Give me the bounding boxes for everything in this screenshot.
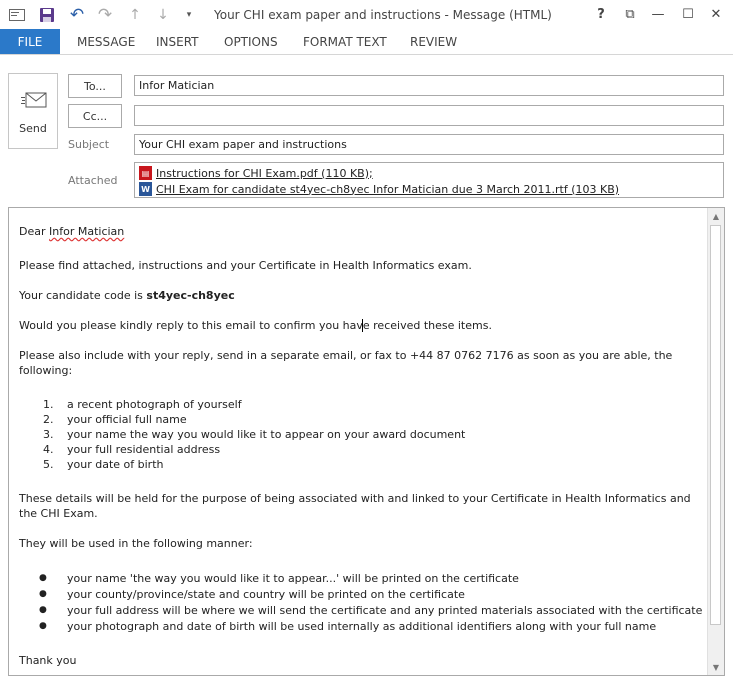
bullet-icon: ●	[39, 605, 47, 615]
pdf-icon: ▤	[139, 166, 152, 180]
paragraph: These details will be held for the purpose of being associated with and linked to your Certificate in Health Informatics and the CHI Exam.	[19, 492, 691, 520]
code-prefix: Your candidate code is	[19, 289, 147, 302]
mail-icon[interactable]	[8, 6, 26, 24]
tab-insert[interactable]: INSERT	[156, 34, 199, 49]
redo-icon[interactable]: ↷	[97, 5, 113, 25]
paragraph: They will be used in the following manner:	[19, 537, 253, 550]
attachment-name[interactable]: Instructions for CHI Exam.pdf (110 KB);	[156, 166, 373, 180]
list-text: your date of birth	[67, 458, 164, 471]
list-text: your name 'the way you would like it to appear...' will be printed on the certificate	[67, 572, 519, 585]
list-number: 4.	[43, 443, 54, 456]
down-arrow-icon[interactable]: ↓	[157, 7, 169, 23]
maximize-icon[interactable]: ☐	[682, 6, 694, 22]
customize-icon[interactable]: ▾	[186, 10, 192, 20]
paragraph	[19, 318, 703, 333]
closing: Thank you	[19, 654, 77, 667]
bullet-icon: ●	[39, 589, 47, 599]
attached-label: Attached	[68, 174, 118, 187]
tab-file[interactable]: FILE	[0, 29, 60, 54]
list-number: 3.	[43, 428, 54, 441]
message-body[interactable]	[8, 207, 725, 676]
window-title: Your CHI exam paper and instructions - Message (HTML)	[214, 8, 552, 22]
paragraph: Please find attached, instructions and your Certificate in Health Informatics exam.	[19, 259, 472, 272]
attachments-box	[134, 162, 724, 198]
bullet-icon: ●	[39, 621, 47, 631]
greeting	[19, 224, 703, 239]
undo-icon[interactable]: ↶	[69, 5, 85, 25]
list-number: 2.	[43, 413, 54, 426]
subject-label: Subject	[68, 138, 110, 151]
candidate-code: st4yec-ch8yec	[146, 289, 235, 302]
bullet-icon: ●	[39, 573, 47, 583]
attachment-item[interactable]	[139, 165, 373, 181]
tab-message[interactable]: MESSAGE	[77, 34, 136, 49]
paragraph-part: Would you please kindly reply to this email to confirm you hav	[19, 319, 363, 332]
scroll-thumb[interactable]	[710, 225, 721, 625]
attachment-name[interactable]: CHI Exam for candidate st4yec-ch8yec Infor Matician due 3 March 2011.rtf (103 KB)	[156, 182, 620, 196]
greeting-name: Infor Matician	[49, 225, 125, 238]
title-bar	[0, 0, 733, 29]
list-text: your photograph and date of birth will be used internally as additional identifiers along with your full name	[67, 620, 657, 633]
save-icon[interactable]	[38, 6, 56, 24]
subject-field[interactable]: Your CHI exam paper and instructions	[134, 134, 724, 155]
candidate-code-line	[19, 288, 703, 303]
cc-field[interactable]	[134, 105, 724, 126]
list-text: your county/province/state and country will be printed on the certificate	[67, 588, 465, 601]
word-icon: W	[139, 182, 152, 196]
help-icon[interactable]: ?	[597, 6, 605, 22]
list-text: your full residential address	[67, 443, 221, 456]
ribbon-tabs	[0, 29, 733, 55]
tab-options[interactable]: OPTIONS	[224, 34, 278, 49]
list-text: your full address will be where we will send the certificate and any printed materials associated with the certificate	[67, 604, 703, 617]
to-button[interactable]: To...	[68, 74, 122, 98]
attachment-item[interactable]	[139, 181, 619, 197]
up-arrow-icon[interactable]: ↑	[129, 7, 141, 23]
list-number: 1.	[43, 398, 54, 411]
close-icon[interactable]: ✕	[710, 6, 722, 22]
scroll-down-icon[interactable]: ▼	[712, 662, 720, 672]
scroll-up-icon[interactable]: ▲	[712, 211, 720, 221]
tab-review[interactable]: REVIEW	[410, 34, 458, 49]
paragraph-part: e received these items.	[362, 319, 492, 332]
to-field[interactable]: Infor Matician	[134, 75, 724, 96]
ribbon-display-icon[interactable]: ⧉	[625, 6, 635, 22]
list-number: 5.	[43, 458, 54, 471]
list-text: your name the way you would like it to appear on your award document	[67, 428, 466, 441]
cc-button[interactable]: Cc...	[68, 104, 122, 128]
list-text: a recent photograph of yourself	[67, 398, 242, 411]
send-icon	[21, 90, 47, 114]
greeting-prefix: Dear	[19, 225, 49, 238]
send-button[interactable]	[8, 73, 58, 149]
minimize-icon[interactable]: —	[651, 6, 665, 22]
list-text: your official full name	[67, 413, 187, 426]
send-label: Send	[19, 122, 47, 135]
tab-format-text[interactable]: FORMAT TEXT	[303, 34, 387, 49]
vertical-scrollbar[interactable]	[707, 208, 724, 675]
paragraph: Please also include with your reply, send in a separate email, or fax to +44 87 0762 7176 as soon as you are able, the following:	[19, 349, 673, 377]
